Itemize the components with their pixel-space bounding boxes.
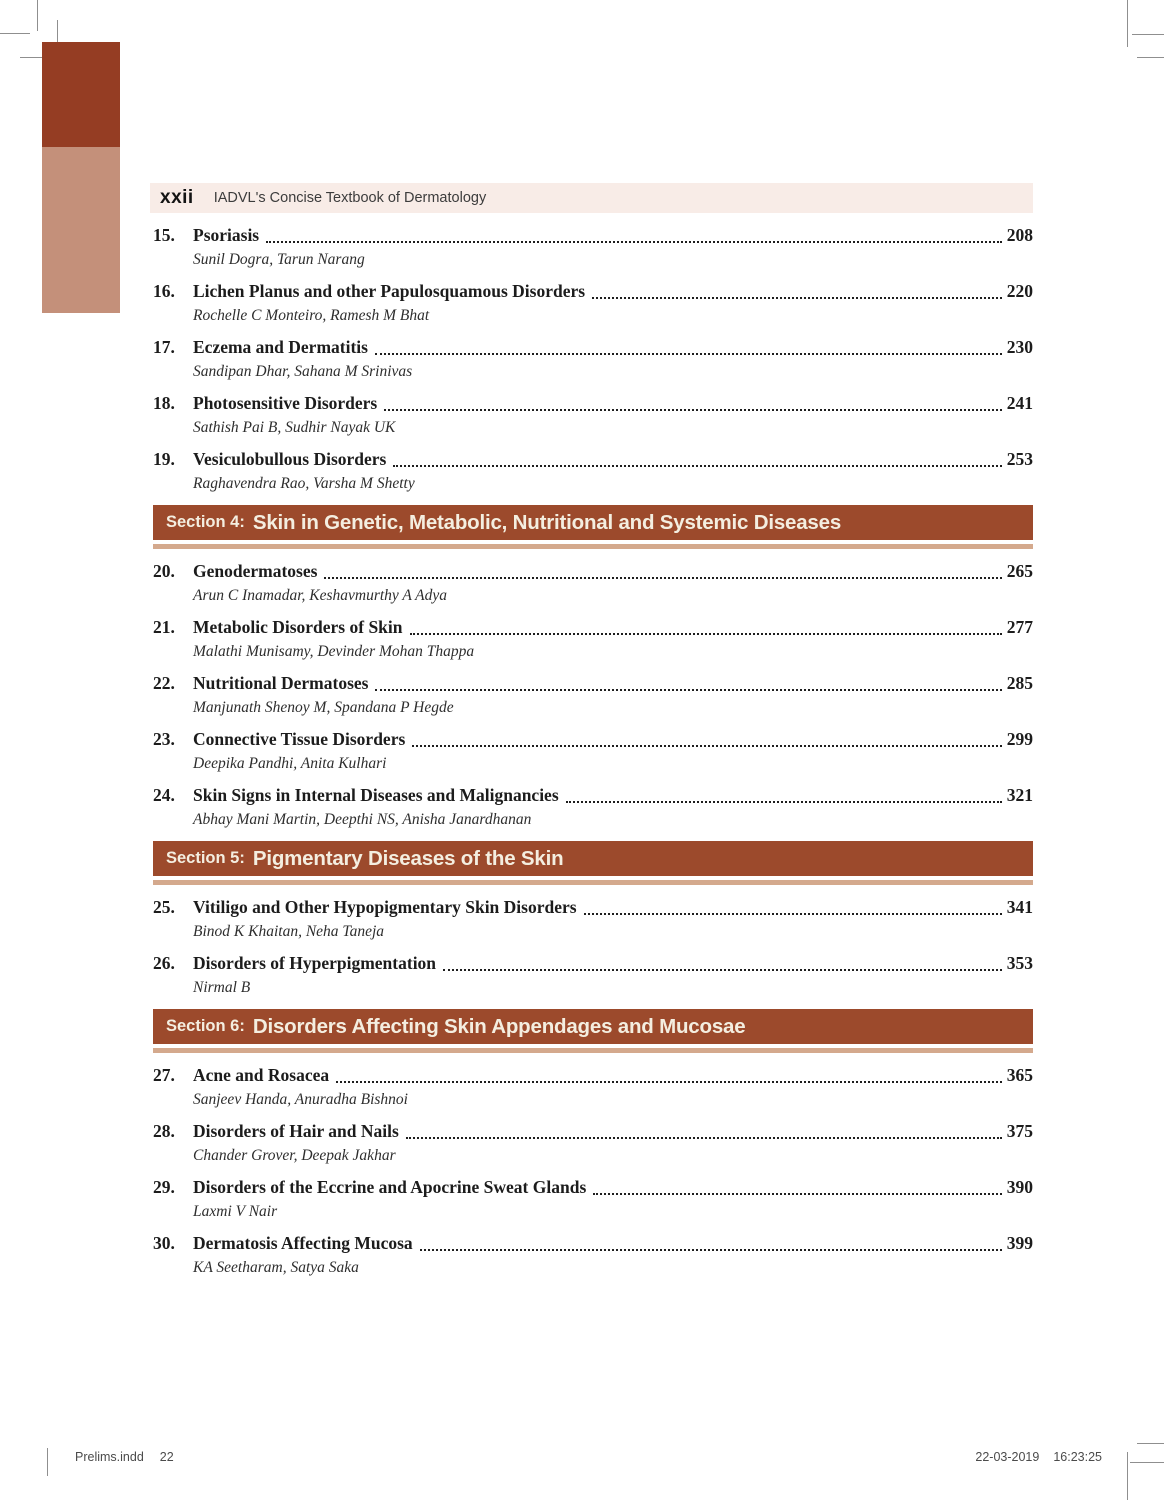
toc-entry [153, 1177, 1033, 1223]
crop-mark [1127, 1452, 1128, 1500]
toc-entry-row [153, 1121, 1033, 1145]
chapter-number: 20. [153, 561, 175, 581]
chapter-authors: KA Seetharam, Satya Saka [193, 1259, 359, 1276]
toc-entry [153, 617, 1033, 663]
toc-entry [153, 393, 1033, 439]
section-header-bar [153, 1009, 1033, 1044]
dot-leader [592, 297, 1002, 299]
chapter-number: 17. [153, 337, 175, 357]
chapter-title: Dermatosis Affecting Mucosa [193, 1233, 413, 1253]
toc-entry [153, 1121, 1033, 1167]
chapter-number: 26. [153, 953, 175, 973]
toc-entry-row [153, 393, 1033, 417]
section-header-block [153, 841, 1033, 885]
dot-leader [406, 1137, 1002, 1139]
crop-mark [1137, 57, 1164, 58]
section-header-bar [153, 841, 1033, 876]
chapter-authors: Malathi Munisamy, Devinder Mohan Thappa [193, 643, 475, 660]
chapter-page-number: 375 [1006, 1121, 1033, 1141]
footer-file-label: Prelims.indd [75, 1450, 144, 1464]
chapter-page-number: 220 [1006, 281, 1033, 301]
spine-tab-dark-block [42, 42, 120, 147]
chapter-authors: Raghavendra Rao, Varsha M Shetty [193, 475, 415, 492]
chapter-authors: Arun C Inamadar, Keshavmurthy A Adya [193, 587, 448, 604]
chapter-page-number: 399 [1006, 1233, 1033, 1253]
toc-entry-row [153, 729, 1033, 753]
dot-leader [324, 577, 1001, 579]
chapter-authors: Laxmi V Nair [193, 1203, 278, 1220]
chapter-page-number: 299 [1006, 729, 1033, 749]
chapter-number: 23. [153, 729, 175, 749]
footer-sheet-number: 22 [159, 1450, 174, 1464]
chapter-number: 30. [153, 1233, 175, 1253]
crop-mark [0, 33, 30, 34]
section-title: Disorders Affecting Skin Appendages and Mucosae [252, 1014, 746, 1038]
chapter-title: Lichen Planus and other Papulosquamous Disorders [193, 281, 586, 301]
chapter-page-number: 265 [1006, 561, 1033, 581]
chapter-title: Disorders of Hair and Nails [193, 1121, 399, 1141]
toc-entry [153, 897, 1033, 943]
toc-entry [153, 953, 1033, 999]
spine-tab-light-block [42, 147, 120, 313]
section-label: Section 4: [166, 513, 245, 531]
chapter-number: 15. [153, 225, 175, 245]
chapter-title: Photosensitive Disorders [193, 393, 378, 413]
running-header [150, 183, 1033, 213]
toc-entry [153, 225, 1033, 271]
dot-leader [443, 969, 1002, 971]
toc-entry-row [153, 673, 1033, 697]
toc-entry [153, 729, 1033, 775]
chapter-number: 21. [153, 617, 175, 637]
dot-leader [375, 689, 1001, 691]
chapter-number: 18. [153, 393, 175, 413]
footer-datetime [975, 1450, 1102, 1464]
toc-entry-row [153, 897, 1033, 921]
dot-leader [584, 913, 1002, 915]
dot-leader [420, 1249, 1002, 1251]
chapter-title: Skin Signs in Internal Diseases and Malignancies [193, 785, 559, 805]
chapter-authors: Sathish Pai B, Sudhir Nayak UK [193, 419, 396, 436]
chapter-authors: Rochelle C Monteiro, Ramesh M Bhat [193, 307, 430, 324]
chapter-number: 24. [153, 785, 175, 805]
toc-entry-row [153, 225, 1033, 249]
chapter-page-number: 253 [1006, 449, 1033, 469]
crop-mark [1127, 0, 1128, 47]
toc-entry-row [153, 1233, 1033, 1257]
toc-entry-row [153, 1065, 1033, 1089]
toc-entry [153, 673, 1033, 719]
chapter-number: 28. [153, 1121, 175, 1141]
toc-entry [153, 281, 1033, 327]
chapter-page-number: 241 [1006, 393, 1033, 413]
footer-date: 22-03-2019 [975, 1450, 1040, 1464]
dot-leader [266, 241, 1002, 243]
chapter-title: Disorders of Hyperpigmentation [193, 953, 437, 973]
chapter-page-number: 277 [1006, 617, 1033, 637]
dot-leader [566, 801, 1002, 803]
section-label: Section 5: [166, 849, 245, 867]
toc-entry-row [153, 953, 1033, 977]
chapter-page-number: 321 [1006, 785, 1033, 805]
chapter-title: Connective Tissue Disorders [193, 729, 406, 749]
chapter-page-number: 208 [1006, 225, 1033, 245]
toc-entry-row [153, 281, 1033, 305]
toc-entry-row [153, 785, 1033, 809]
dot-leader [412, 745, 1001, 747]
crop-mark [1130, 1462, 1164, 1463]
chapter-number: 29. [153, 1177, 175, 1197]
chapter-number: 16. [153, 281, 175, 301]
crop-mark [1132, 34, 1164, 35]
dot-leader [384, 409, 1002, 411]
dot-leader [393, 465, 1001, 467]
chapter-authors: Manjunath Shenoy M, Spandana P Hegde [193, 699, 454, 716]
chapter-number: 22. [153, 673, 175, 693]
chapter-title: Vesiculobullous Disorders [193, 449, 387, 469]
chapter-title: Eczema and Dermatitis [193, 337, 368, 357]
spine-tab [42, 42, 120, 313]
crop-mark [1137, 1443, 1164, 1444]
section-label: Section 6: [166, 1017, 245, 1035]
chapter-number: 25. [153, 897, 175, 917]
dot-leader [336, 1081, 1002, 1083]
section-underline [153, 1048, 1033, 1053]
section-underline [153, 880, 1033, 885]
chapter-authors: Binod K Khaitan, Neha Taneja [193, 923, 385, 940]
chapter-title: Disorders of the Eccrine and Apocrine Sweat Glands [193, 1177, 587, 1197]
dot-leader [593, 1193, 1001, 1195]
chapter-page-number: 353 [1006, 953, 1033, 973]
chapter-number: 27. [153, 1065, 175, 1085]
toc-list [153, 225, 1033, 1289]
chapter-authors: Deepika Pandhi, Anita Kulhari [193, 755, 387, 772]
footer-file-info [75, 1450, 174, 1464]
section-header-block [153, 505, 1033, 549]
section-header-bar [153, 505, 1033, 540]
book-title: IADVL's Concise Textbook of Dermatology [213, 190, 487, 206]
chapter-number: 19. [153, 449, 175, 469]
toc-entry-row [153, 561, 1033, 585]
dot-leader [375, 353, 1002, 355]
chapter-authors: Sandipan Dhar, Sahana M Srinivas [193, 363, 413, 380]
toc-entry-row [153, 337, 1033, 361]
toc-entry-row [153, 449, 1033, 473]
chapter-title: Nutritional Dermatoses [193, 673, 369, 693]
toc-entry [153, 561, 1033, 607]
chapter-authors: Abhay Mani Martin, Deepthi NS, Anisha Janardhanan [193, 811, 532, 828]
toc-entry [153, 1065, 1033, 1111]
toc-entry [153, 1233, 1033, 1279]
toc-entry [153, 449, 1033, 495]
section-title: Skin in Genetic, Metabolic, Nutritional and Systemic Diseases [252, 510, 842, 534]
section-underline [153, 544, 1033, 549]
chapter-title: Acne and Rosacea [193, 1065, 330, 1085]
chapter-authors: Nirmal B [193, 979, 251, 996]
chapter-title: Psoriasis [193, 225, 260, 245]
toc-entry [153, 337, 1033, 383]
toc-entry-row [153, 617, 1033, 641]
chapter-title: Genodermatoses [193, 561, 318, 581]
chapter-title: Vitiligo and Other Hypopigmentary Skin Disorders [193, 897, 577, 917]
chapter-page-number: 390 [1006, 1177, 1033, 1197]
toc-entry [153, 785, 1033, 831]
page-folio: xxii [160, 187, 194, 208]
chapter-page-number: 230 [1006, 337, 1033, 357]
chapter-page-number: 341 [1006, 897, 1033, 917]
section-header-block [153, 1009, 1033, 1053]
chapter-page-number: 365 [1006, 1065, 1033, 1085]
chapter-page-number: 285 [1006, 673, 1033, 693]
dot-leader [410, 633, 1002, 635]
crop-mark [47, 1448, 48, 1476]
chapter-authors: Sanjeev Handa, Anuradha Bishnoi [193, 1091, 408, 1108]
crop-mark [37, 0, 38, 31]
chapter-authors: Chander Grover, Deepak Jakhar [193, 1147, 396, 1164]
toc-entry-row [153, 1177, 1033, 1201]
chapter-title: Metabolic Disorders of Skin [193, 617, 403, 637]
footer-time: 16:23:25 [1053, 1450, 1102, 1464]
section-title: Pigmentary Diseases of the Skin [252, 846, 564, 870]
chapter-authors: Sunil Dogra, Tarun Narang [193, 251, 365, 268]
